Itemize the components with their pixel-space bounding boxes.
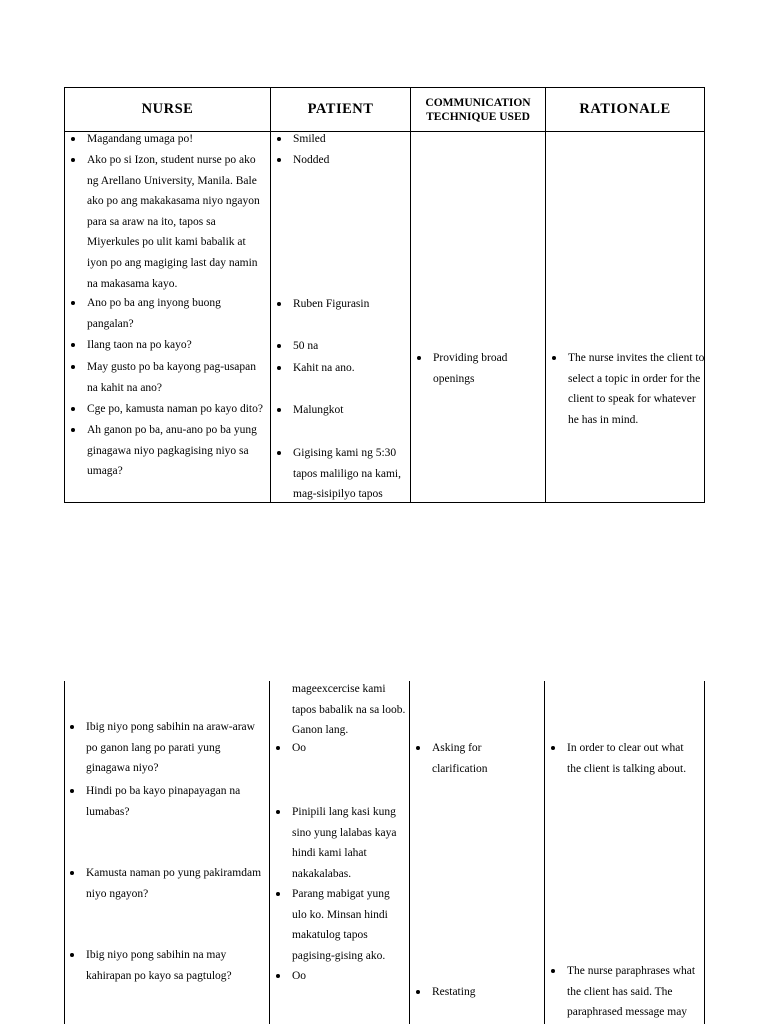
rationale-line: The nurse paraphrases what the client has said. The paraphrased message may — [547, 961, 704, 1023]
technique-line: Asking for clarification — [412, 738, 522, 779]
technique-line: Restating — [412, 982, 540, 1003]
rationale-line: The nurse invites the client to select a topic in order for the client to speak for whatever he has in mind. — [548, 348, 705, 430]
patient-line: Malungkot — [273, 400, 409, 421]
nurse-line: May gusto po ba kayong pag-usapan na kahit na ano? — [67, 357, 257, 398]
patient-line: Pinipili lang kasi kung sino yung lalabas kaya hindi kami lahat nakakalabas. — [272, 802, 402, 884]
patient-column — [271, 132, 411, 502]
nurse-line: Ibig niyo pong sabihin na araw-araw po ganon lang po parati yung ginagawa niyo? — [66, 717, 256, 779]
patient-line: Ruben Figurasin — [273, 294, 409, 315]
rationale-column — [546, 132, 706, 502]
nurse-line: Hindi po ba kayo pinapayagan na lumabas? — [66, 781, 256, 822]
nurse-line: Ilang taon na po kayo? — [67, 335, 267, 356]
nurse-line: Ibig niyo pong sabihin na may kahirapan po kayo sa pagtulog? — [66, 945, 256, 986]
nurse-line: Ano po ba ang inyong buong pangalan? — [67, 293, 227, 334]
nurse-line: Ah ganon po ba, anu-ano po ba yung ginagawa niyo pagkagising niyo sa umaga? — [67, 420, 267, 482]
patient-line: Smiled — [273, 129, 409, 150]
nurse-line: Magandang umaga po! — [67, 129, 267, 150]
patient-line: Nodded — [273, 150, 409, 171]
table-communication-part-2 — [64, 681, 705, 1024]
technique-line: Providing broad openings — [413, 348, 541, 389]
nurse-column — [65, 132, 271, 502]
rationale-column — [545, 681, 705, 1024]
nurse-line: Ako po si Izon, student nurse po ako ng Arellano University, Manila. Bale ako po ang makakasama niyo ngayon para sa araw na ito, tapos sa Miyerkules po ulit kami babalik at iyon po ang magiging last day namin na makasama kayo. — [67, 150, 267, 294]
nurse-column — [64, 681, 270, 1024]
header-rationale: RATIONALE — [579, 101, 671, 117]
technique-column — [411, 132, 546, 502]
patient-line: Oo — [272, 966, 408, 987]
technique-column — [410, 681, 545, 1024]
header-patient: PATIENT — [307, 101, 374, 117]
patient-line: Kahit na ano. — [273, 358, 409, 379]
patient-line: Parang mabigat yung ulo ko. Minsan hindi makatulog tapos pagising-gising ako. — [272, 884, 402, 966]
nurse-line: Kamusta naman po yung pakiramdam niyo ngayon? — [66, 863, 266, 904]
table-communication-part-1 — [64, 87, 705, 503]
header-nurse: NURSE — [141, 101, 194, 117]
patient-line: Gigising kami ng 5:30 tapos maliligo na kami, mag-sisipilyo tapos — [273, 443, 409, 505]
patient-line: 50 na — [273, 336, 409, 357]
nurse-line: Cge po, kamusta naman po kayo dito? — [67, 399, 269, 420]
patient-line-continued: mageexcercise kami tapos babalik na sa loob. Ganon lang. — [292, 683, 406, 737]
header-technique: COMMUNICATION TECHNIQUE USED — [425, 96, 531, 123]
patient-column — [270, 681, 410, 1024]
patient-line: Oo — [272, 738, 408, 759]
rationale-line: In order to clear out what the client is talking about. — [547, 738, 697, 779]
